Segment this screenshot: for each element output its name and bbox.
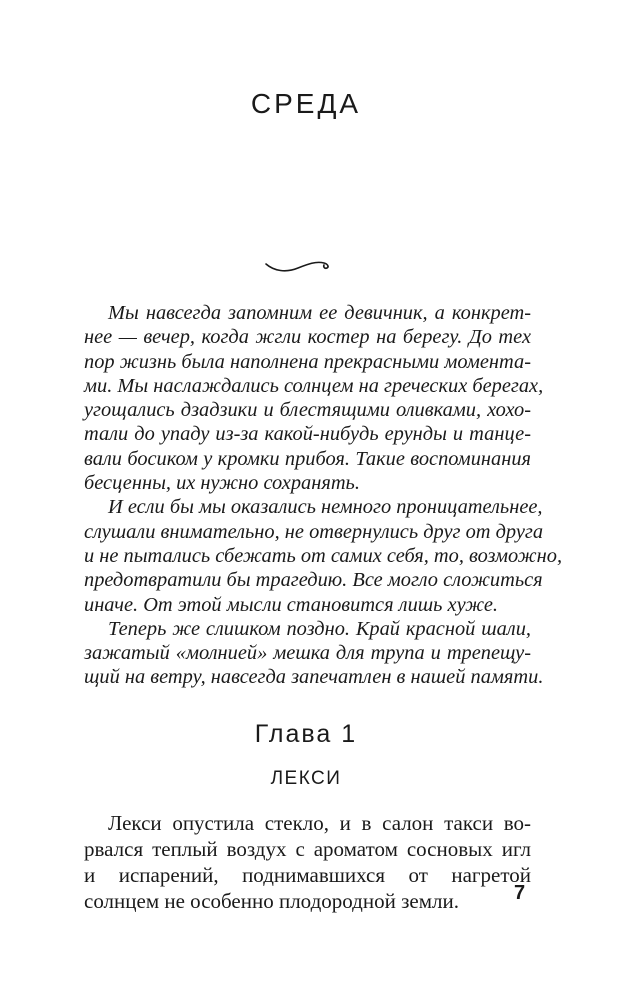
body-line: рвался теплый воздух с ароматом сосновых игл [84,837,531,861]
part-title: СРЕДА [250,88,362,119]
epigraph-paragraph [84,301,544,495]
page-number: 7 [514,882,526,904]
epigraph-line: Мы навсегда запомним ее девичник, а конкрет- [108,302,531,324]
body-line: Лекси опустила стекло, и в салон такси во- [108,811,531,835]
body-text [84,810,531,914]
epigraph-line: ми. Мы наслаждались солнцем на греческих берегах, [84,374,544,397]
epigraph-line: нее — вечер, когда жгли костер на берегу. До тех [84,326,531,349]
epigraph-paragraph [84,495,563,616]
epigraph-line: пор жизнь была наполнена прекрасными момента- [84,350,531,373]
body-line: солнцем не особенно плодородной земли. [84,889,459,913]
tilde-ornament-icon [264,255,332,277]
epigraph-line: предотвратили бы трагедию. Все могло сложиться [84,569,543,592]
epigraph-line: вали босиком у кромки прибоя. Такие воспоминания [84,447,531,470]
epigraph-line: зажатый «молнией» мешка для трупа и трепещу- [84,642,531,665]
epigraph [84,301,563,690]
epigraph-line: угощались дзадзики и блестящими оливками, хохо- [84,399,531,422]
epigraph-line: бесценны, их нужно сохранять. [84,472,360,495]
chapter-subtitle: ЛЕКСИ [270,768,342,789]
epigraph-paragraph [84,617,544,690]
epigraph-line: Теперь же слишком поздно. Край красной шали, [108,617,531,640]
chapter-title: Глава 1 [254,720,358,748]
epigraph-line: щий на ветру, навсегда запечатлен в нашей памяти. [84,666,544,689]
epigraph-line: и не пытались сбежать от самих себя, то, возможно, [84,544,563,567]
epigraph-line: слушали внимательно, не отвернулись друг от друга [84,520,544,543]
epigraph-line: И если бы мы оказались немного проницательнее, [108,496,543,519]
epigraph-line: тали до упаду из-за какой-нибудь ерунды и танце- [84,423,531,446]
body-line: и испарений, поднимавшихся от нагретой [84,863,531,887]
epigraph-line: иначе. От этой мысли становится лишь хуже. [84,593,498,616]
